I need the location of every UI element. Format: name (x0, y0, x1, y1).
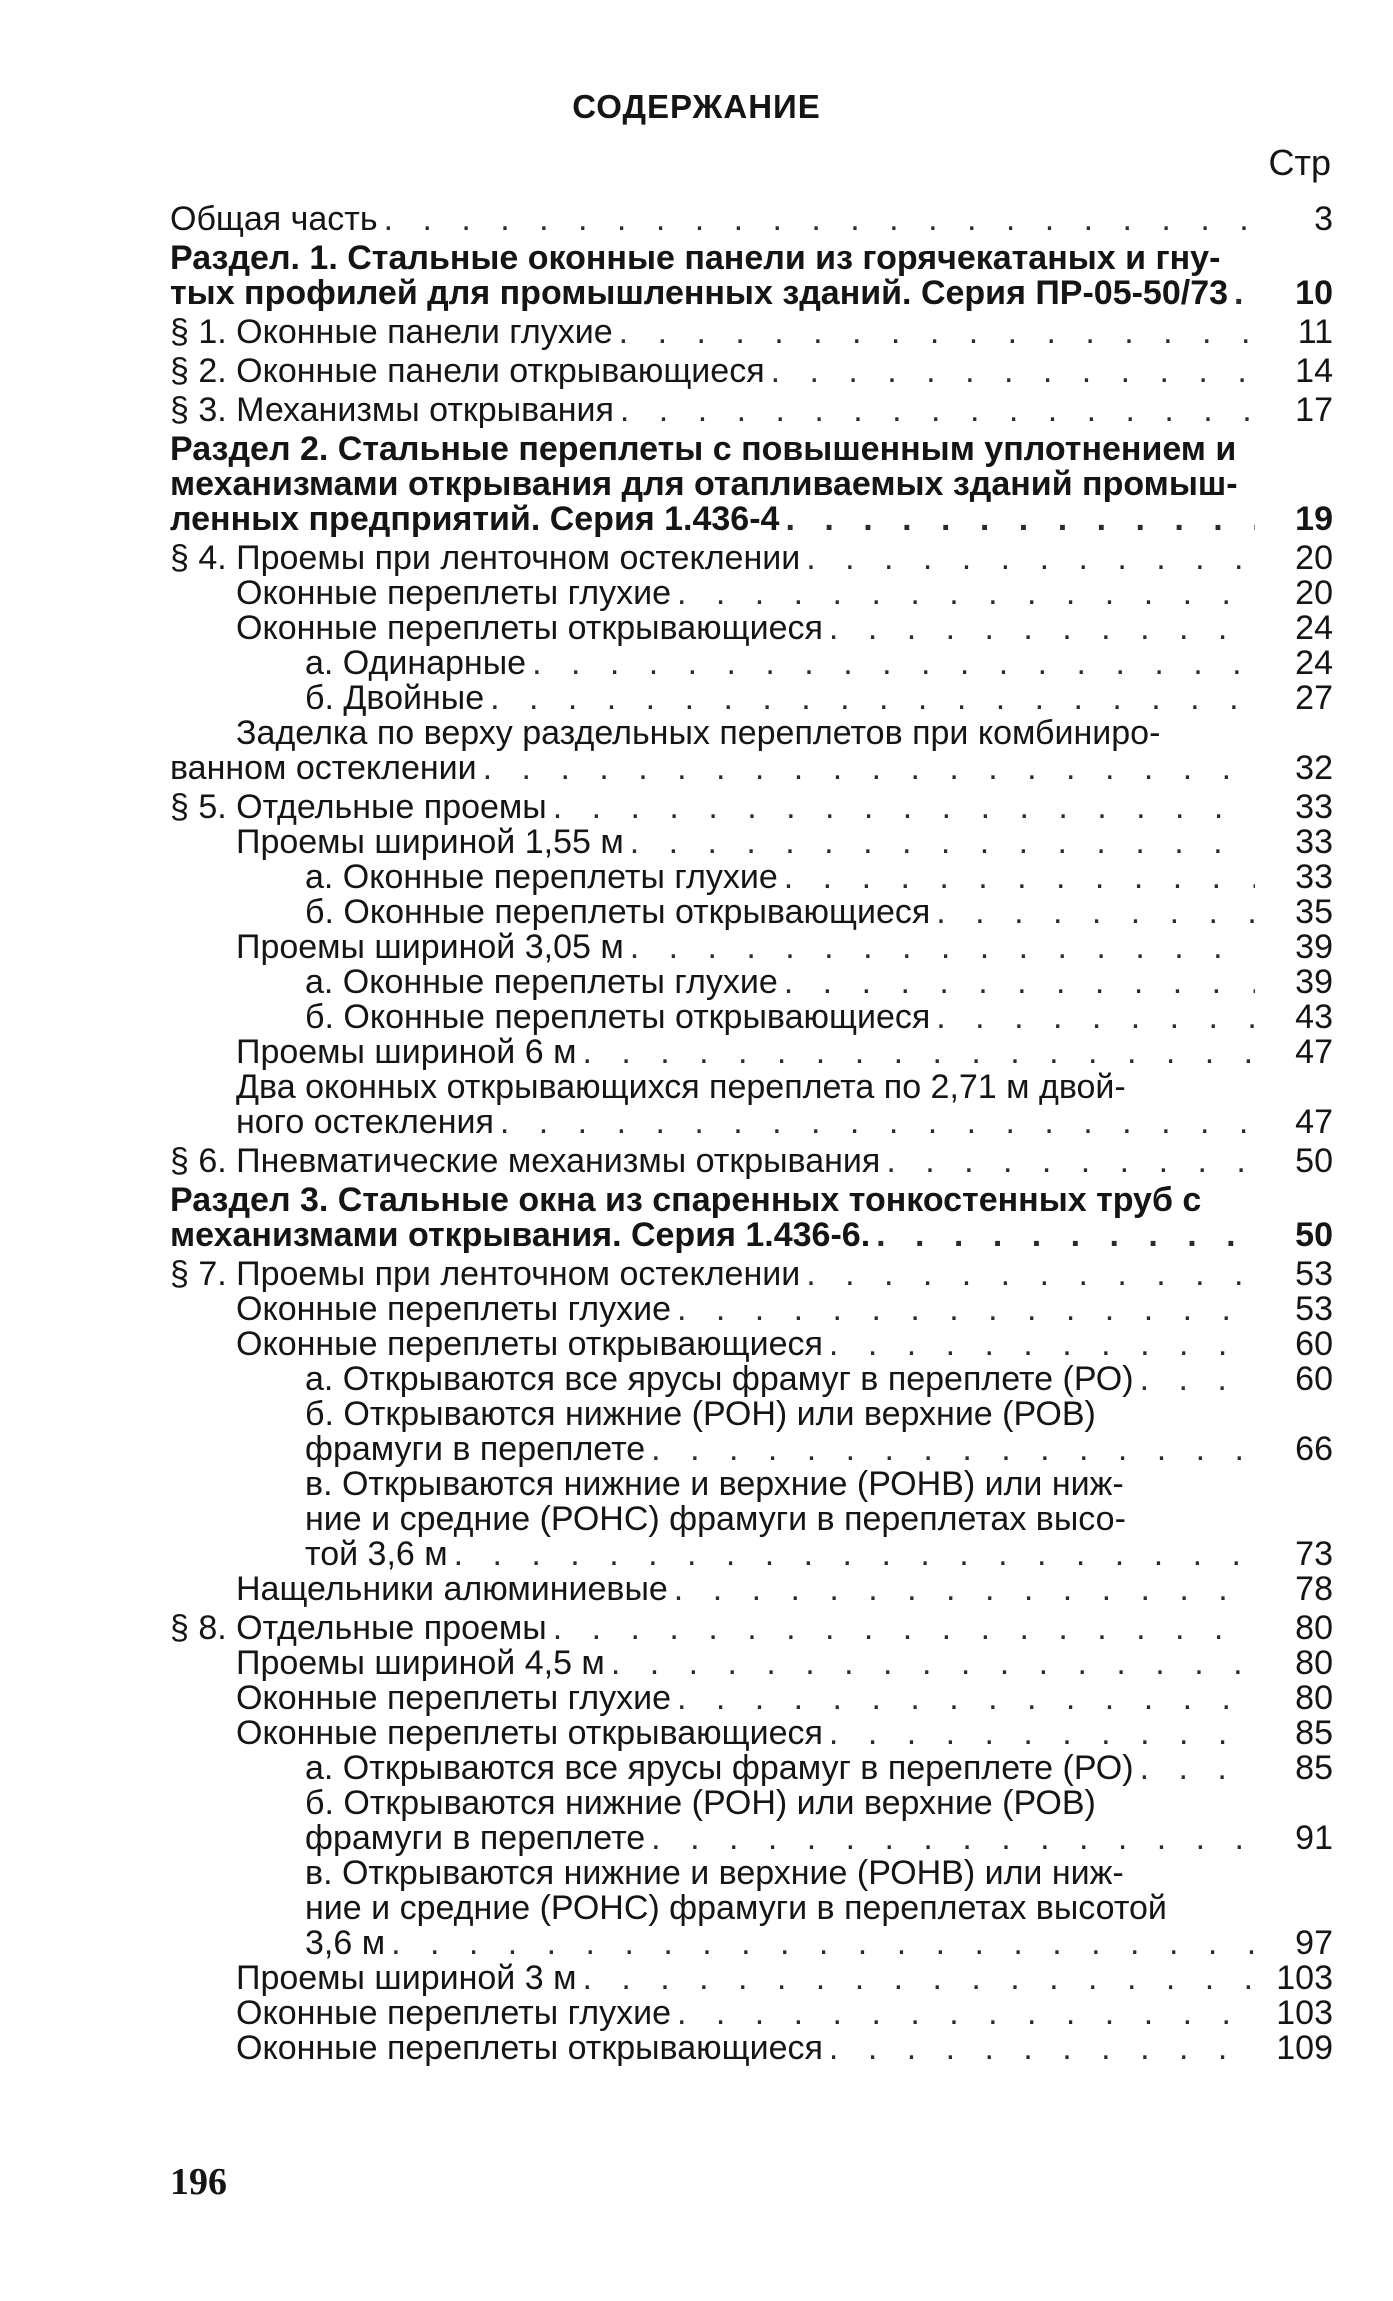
toc-entry-line (170, 825, 1333, 860)
toc-entry-line (170, 1070, 1333, 1105)
toc-entry-line (170, 1961, 1333, 1996)
dot-leader (806, 1257, 1255, 1292)
dot-leader (391, 1926, 1255, 1961)
toc-entry (170, 541, 1333, 576)
toc-entry-text: а. Открываются все ярусы фрамуг в переплете (РО) (305, 1749, 1134, 1787)
dot-leader (677, 576, 1255, 611)
toc-page-number: 33 (1295, 823, 1333, 861)
toc-entry-line (170, 1751, 1333, 1786)
toc-page-number: 73 (1295, 1535, 1333, 1573)
dot-leader (630, 930, 1255, 965)
dot-leader (490, 681, 1255, 716)
table-of-contents (170, 202, 1333, 2066)
toc-entry (170, 1035, 1333, 1070)
toc-entry-line (170, 751, 1333, 786)
dot-leader (829, 1327, 1255, 1362)
toc-entry-text: Оконные переплеты открывающиеся (236, 1714, 823, 1752)
toc-page-number: 17 (1295, 391, 1333, 429)
toc-page-number: 47 (1295, 1103, 1333, 1141)
toc-entry (170, 1996, 1333, 2031)
toc-entry-text: Заделка по верху раздельных переплетов при комбиниро- (236, 714, 1161, 752)
toc-entry-text: а. Одинарные (305, 644, 527, 682)
toc-entry (170, 2031, 1333, 2066)
toc-page-number: 80 (1295, 1609, 1333, 1647)
dot-leader (384, 202, 1255, 237)
dot-leader (651, 1432, 1255, 1467)
toc-page-number: 47 (1295, 1033, 1333, 1071)
toc-entry (170, 790, 1333, 825)
toc-entry-text: ленных предприятий. Серия 1.436-4 (170, 500, 780, 538)
toc-entry-text: б. Оконные переплеты открывающиеся (305, 998, 931, 1036)
toc-entry-line (170, 1716, 1333, 1751)
dot-leader (886, 1144, 1255, 1179)
toc-entry (170, 1611, 1333, 1646)
toc-entry-line (170, 1572, 1333, 1607)
dot-leader (500, 1105, 1255, 1140)
dot-leader (829, 2031, 1255, 2066)
toc-entry (170, 1961, 1333, 1996)
toc-entry-line (170, 1996, 1333, 2031)
toc-entry (170, 1681, 1333, 1716)
dot-leader (806, 541, 1255, 576)
toc-entry-text: а. Оконные переплеты глухие (305, 963, 778, 1001)
toc-entry-text: Оконные переплеты глухие (236, 1994, 671, 2032)
toc-entry-text: в. Открываются нижние и верхние (РОНВ) или ниж- (305, 1465, 1124, 1503)
toc-entry-text: Оконные переплеты глухие (236, 1290, 671, 1328)
toc-entry (170, 716, 1333, 786)
dot-leader (784, 860, 1255, 895)
toc-entry (170, 1467, 1333, 1572)
toc-entry-text: Раздел. 1. Стальные оконные панели из горячекатаных и гну- (170, 239, 1221, 277)
toc-entry-line (170, 1105, 1333, 1140)
toc-page-number: 27 (1295, 679, 1333, 717)
toc-entry-text: Проемы шириной 3,05 м (236, 928, 624, 966)
dot-leader (936, 895, 1255, 930)
toc-entry (170, 1183, 1333, 1253)
toc-entry-line (170, 1646, 1333, 1681)
toc-entry-text: Оконные переплеты открывающиеся (236, 609, 823, 647)
page-column-label: Стр (1268, 142, 1331, 183)
toc-entry (170, 432, 1333, 537)
dot-leader (876, 1218, 1255, 1253)
toc-entry-text: той 3,6 м (305, 1535, 448, 1573)
toc-page-number: 10 (1295, 274, 1333, 312)
toc-page-number: 39 (1295, 963, 1333, 1001)
toc-entry-text: § 5. Отдельные проемы (170, 788, 547, 826)
toc-entry (170, 611, 1333, 646)
toc-entry-line (170, 965, 1333, 1000)
dot-leader (619, 315, 1255, 350)
dot-leader (674, 1572, 1255, 1607)
toc-page-number: 50 (1295, 1142, 1333, 1180)
toc-entry-text: фрамуги в переплете (305, 1430, 646, 1468)
dot-leader (553, 1611, 1255, 1646)
toc-entry-text: Проемы шириной 3 м (236, 1959, 577, 1997)
toc-entry-text: ванном остеклении (170, 749, 477, 787)
toc-entry-text: Раздел 2. Стальные переплеты с повышенным уплотнением и (170, 430, 1237, 468)
toc-page-number: 91 (1295, 1819, 1333, 1857)
toc-entry-text: фрамуги в переплете (305, 1819, 646, 1857)
toc-entry-line (170, 681, 1333, 716)
toc-page-number: 11 (1297, 313, 1333, 351)
toc-entry-line (170, 716, 1333, 751)
toc-entry-line (170, 1821, 1333, 1856)
toc-page-number: 39 (1295, 928, 1333, 966)
page-number: 196 (170, 2161, 227, 2203)
toc-entry (170, 1751, 1333, 1786)
toc-page-number: 78 (1295, 1570, 1333, 1608)
toc-page-number: 20 (1295, 574, 1333, 612)
toc-entry (170, 1144, 1333, 1179)
toc-entry-text: б. Открываются нижние (РОН) или верхние (РОВ) (305, 1395, 1096, 1433)
toc-entry-text: а. Открываются все ярусы фрамуг в переплете (РО) (305, 1360, 1134, 1398)
toc-entry-text: Два оконных открывающихся переплета по 2,71 м двой- (236, 1068, 1126, 1106)
dot-leader (532, 646, 1255, 681)
toc-page-number: 20 (1295, 539, 1333, 577)
toc-entry-line (170, 576, 1333, 611)
toc-entry-line (170, 315, 1333, 350)
toc-entry (170, 354, 1333, 389)
dot-leader (1140, 1362, 1255, 1397)
toc-entry (170, 1397, 1333, 1467)
dot-leader (677, 1292, 1255, 1327)
toc-entry-text: Общая часть (170, 200, 378, 238)
toc-entry (170, 576, 1333, 611)
toc-entry-line (170, 646, 1333, 681)
toc-entry (170, 1292, 1333, 1327)
toc-page-number: 80 (1295, 1644, 1333, 1682)
toc-page-number: 43 (1295, 998, 1333, 1036)
toc-entry-text: 3,6 м (305, 1924, 386, 1962)
toc-entry-line (170, 895, 1333, 930)
toc-entry (170, 1716, 1333, 1751)
dot-leader (553, 790, 1255, 825)
toc-entry-line (170, 354, 1333, 389)
dot-leader (630, 825, 1255, 860)
toc-entry (170, 1257, 1333, 1292)
toc-entry-line (170, 1183, 1333, 1218)
toc-page-number: 85 (1295, 1714, 1333, 1752)
toc-entry-line (170, 1292, 1333, 1327)
toc-entry-text: Оконные переплеты открывающиеся (236, 1325, 823, 1363)
toc-entry-line (170, 1856, 1333, 1891)
toc-entry-line (170, 860, 1333, 895)
toc-entry-line (170, 1502, 1333, 1537)
toc-entry-text: Оконные переплеты глухие (236, 1679, 671, 1717)
toc-page-number: 35 (1295, 893, 1333, 931)
toc-entry-line (170, 1397, 1333, 1432)
toc-page-number: 85 (1295, 1749, 1333, 1787)
toc-entry-line (170, 1257, 1333, 1292)
toc-entry-text: ние и средние (РОНС) фрамуги в переплетах высо- (305, 1500, 1126, 1538)
toc-entry-line (170, 1000, 1333, 1035)
toc-page-number: 97 (1295, 1924, 1333, 1962)
toc-entry-text: § 3. Механизмы открывания (170, 391, 614, 429)
toc-entry-line (170, 611, 1333, 646)
toc-entry-line (170, 1362, 1333, 1397)
toc-entry-line (170, 1144, 1333, 1179)
toc-entry (170, 1646, 1333, 1681)
dot-leader (677, 1681, 1255, 1716)
toc-entry-line (170, 1218, 1333, 1253)
dot-leader (771, 354, 1255, 389)
toc-page-number: 24 (1295, 609, 1333, 647)
toc-entry-text: б. Оконные переплеты открывающиеся (305, 893, 931, 931)
toc-entry-text: ние и средние (РОНС) фрамуги в переплетах высотой (305, 1889, 1167, 1927)
toc-entry-text: б. Двойные (305, 679, 485, 717)
toc-entry-text: § 2. Оконные панели открывающиеся (170, 352, 765, 390)
dot-leader (1234, 276, 1255, 311)
dot-leader (582, 1961, 1255, 1996)
toc-entry-text: а. Оконные переплеты глухие (305, 858, 778, 896)
page-title: СОДЕРЖАНИЕ (572, 88, 821, 125)
toc-entry-line (170, 1467, 1333, 1502)
toc-entry-text: § 1. Оконные панели глухие (170, 313, 613, 351)
toc-entry (170, 1000, 1333, 1035)
dot-leader (620, 393, 1255, 428)
toc-page-number: 33 (1295, 788, 1333, 826)
toc-page-number: 109 (1276, 2029, 1333, 2067)
toc-entry (170, 930, 1333, 965)
toc-entry-line (170, 930, 1333, 965)
toc-entry-line (170, 2031, 1333, 2066)
toc-page-number: 32 (1295, 749, 1333, 787)
toc-entry-text: § 4. Проемы при ленточном остеклении (170, 539, 801, 577)
toc-entry (170, 1327, 1333, 1362)
dot-leader (936, 1000, 1255, 1035)
toc-entry-line (170, 393, 1333, 428)
toc-entry-text: Нащельники алюминиевые (236, 1570, 668, 1608)
toc-entry-line (170, 1786, 1333, 1821)
toc-entry (170, 965, 1333, 1000)
toc-entry (170, 1786, 1333, 1856)
toc-entry-text: Оконные переплеты глухие (236, 574, 671, 612)
toc-page-number: 103 (1276, 1994, 1333, 2032)
dot-leader (454, 1537, 1255, 1572)
toc-entry-text: Проемы шириной 6 м (236, 1033, 577, 1071)
toc-entry-line (170, 541, 1333, 576)
toc-entry (170, 315, 1333, 350)
toc-entry-line (170, 1611, 1333, 1646)
toc-entry (170, 895, 1333, 930)
toc-entry-line (170, 202, 1333, 237)
dot-leader (829, 1716, 1255, 1751)
toc-entry-text: § 6. Пневматические механизмы открывания (170, 1142, 881, 1180)
toc-entry-text: Проемы шириной 4,5 м (236, 1644, 605, 1682)
toc-entry (170, 1856, 1333, 1961)
toc-entry (170, 825, 1333, 860)
toc-entry (170, 681, 1333, 716)
toc-page-number: 80 (1295, 1679, 1333, 1717)
toc-entry (170, 646, 1333, 681)
toc-entry-text: Раздел 3. Стальные окна из спаренных тонкостенных труб с (170, 1181, 1202, 1219)
toc-entry (170, 202, 1333, 237)
toc-entry-line (170, 1891, 1333, 1926)
toc-entry-line (170, 467, 1333, 502)
toc-entry-text: § 8. Отдельные проемы (170, 1609, 547, 1647)
toc-page-number: 3 (1314, 200, 1333, 238)
toc-entry-line (170, 502, 1333, 537)
toc-page-number: 60 (1295, 1360, 1333, 1398)
toc-entry-text: в. Открываются нижние и верхние (РОНВ) или ниж- (305, 1854, 1124, 1892)
toc-entry-text: механизмами открывания. Серия 1.436-6. (170, 1216, 871, 1254)
toc-entry-line (170, 432, 1333, 467)
toc-entry-line (170, 790, 1333, 825)
toc-entry (170, 1070, 1333, 1140)
dot-leader (785, 502, 1255, 537)
dot-leader (582, 1035, 1255, 1070)
dot-leader (784, 965, 1255, 1000)
dot-leader (677, 1996, 1255, 2031)
toc-entry (170, 1572, 1333, 1607)
toc-page-number: 53 (1295, 1290, 1333, 1328)
dot-leader (1140, 1751, 1255, 1786)
toc-page-number: 14 (1295, 352, 1333, 390)
toc-entry-line (170, 1035, 1333, 1070)
toc-page-number: 53 (1295, 1255, 1333, 1293)
toc-entry-line (170, 1681, 1333, 1716)
toc-entry (170, 393, 1333, 428)
toc-entry (170, 1362, 1333, 1397)
toc-page-number: 103 (1276, 1959, 1333, 1997)
dot-leader (651, 1821, 1255, 1856)
toc-entry-text: Проемы шириной 1,55 м (236, 823, 624, 861)
dot-leader (829, 611, 1255, 646)
toc-entry-line (170, 276, 1333, 311)
toc-entry-line (170, 1327, 1333, 1362)
toc-entry-line (170, 241, 1333, 276)
toc-page-number: 19 (1295, 500, 1333, 538)
toc-entry-line (170, 1537, 1333, 1572)
toc-page-number: 60 (1295, 1325, 1333, 1363)
toc-entry (170, 241, 1333, 311)
toc-page-number: 66 (1295, 1430, 1333, 1468)
toc-entry-text: тых профилей для промышленных зданий. Серия ПР-05-50/73 (170, 274, 1229, 312)
dot-leader (483, 751, 1255, 786)
toc-page-number: 24 (1295, 644, 1333, 682)
dot-leader (611, 1646, 1255, 1681)
toc-entry-line (170, 1926, 1333, 1961)
toc-entry-line (170, 1432, 1333, 1467)
toc-entry-text: механизмами открывания для отапливаемых зданий промыш- (170, 465, 1238, 503)
toc-page-number: 50 (1295, 1216, 1333, 1254)
toc-entry-text: § 7. Проемы при ленточном остеклении (170, 1255, 801, 1293)
toc-entry-text: ного остекления (236, 1103, 494, 1141)
toc-page-number: 33 (1295, 858, 1333, 896)
toc-entry-text: Оконные переплеты открывающиеся (236, 2029, 823, 2067)
toc-entry-text: б. Открываются нижние (РОН) или верхние (РОВ) (305, 1784, 1096, 1822)
toc-entry (170, 860, 1333, 895)
